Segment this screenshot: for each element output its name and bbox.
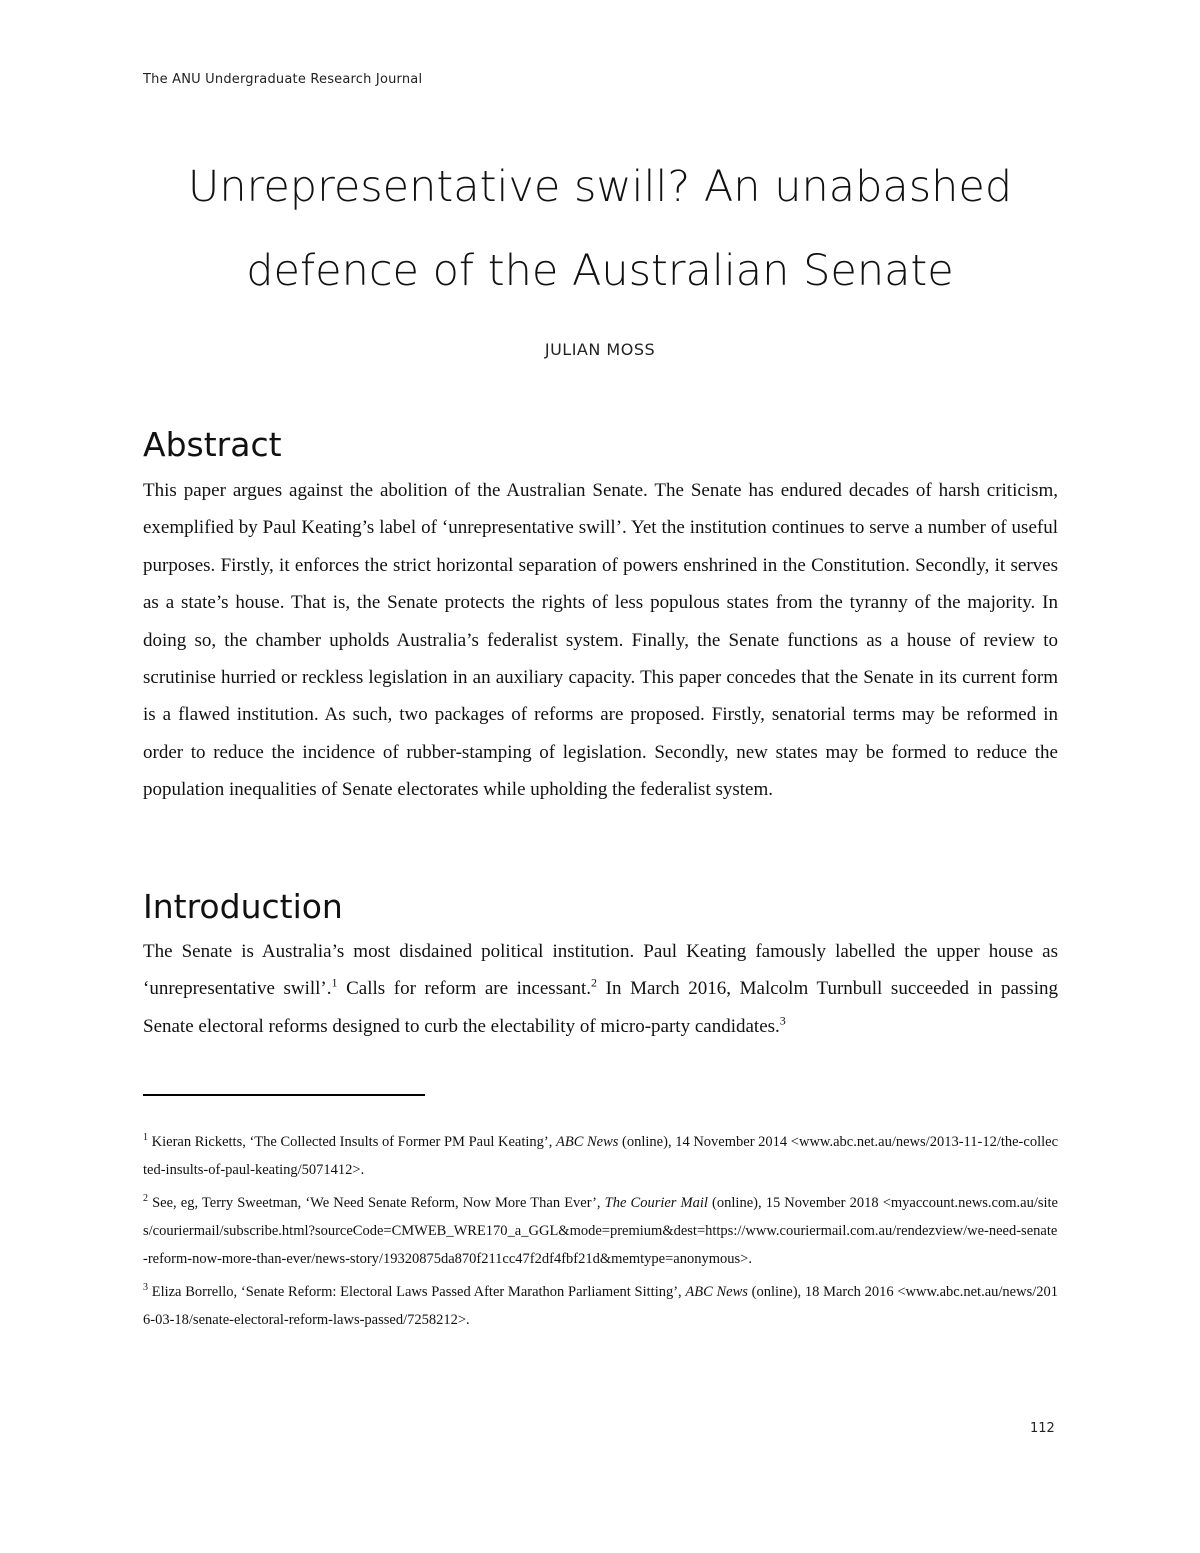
footnote-text: See, eg, Terry Sweetman, ‘We Need Senate Reform, Now More Than Ever’,	[148, 1195, 605, 1211]
intro-segment-2: Calls for reform are incessant.	[337, 978, 592, 1000]
running-header: The ANU Undergraduate Research Journal	[143, 72, 423, 87]
intro-segment-1: The Senate is Australia’s most disdained political institution. Paul Keating famously labelled the upper house as ‘unrepresentative swill’.	[143, 941, 1058, 1000]
author-name: JULIAN MOSS	[544, 340, 656, 359]
footnote-source: ABC News	[685, 1284, 748, 1300]
page-number: 112	[1030, 1421, 1055, 1436]
abstract-heading: Abstract	[143, 425, 282, 464]
footnote-text-link[interactable]: (online), 15 November 2018 <myaccount.news.com.au/sites/couriermail/subscribe.html?sourceCode=CMWEB_WRE170_a_GGL&mode=premium&dest=https://www.couriermail.com.au/rendezview/we-need-senate-reform-now-more-than-ever/news-story/19320875da870f211cc47f2df4fbf21d&memtype=anonymous>.	[143, 1195, 1058, 1267]
footnote-ref-3[interactable]: 3	[779, 1013, 786, 1028]
footnote-ref-1[interactable]: 1	[331, 976, 338, 991]
footnote-text: Kieran Ricketts, ‘The Collected Insults of Former PM Paul Keating’,	[148, 1134, 556, 1150]
footnotes	[143, 1128, 1058, 1339]
paper-title	[100, 145, 1100, 313]
abstract-text: This paper argues against the abolition of the Australian Senate. The Senate has endured decades of harsh criticism, exemplified by Paul Keating’s label of ‘unrepresentative swill’. Yet the institution continues to serve a number of useful purposes. Firstly, it enforces the strict horizontal separation of powers enshrined in the Constitution. Secondly, it serves as a state’s house. That is, the Senate protects the rights of less populous states from the tyranny of the majority. In doing so, the chamber upholds Australia’s federalist system. Finally, the Senate functions as a house of review to scrutinise hurried or reckless legislation in an auxiliary capacity. This paper concedes that the Senate in its current form is a flawed institution. As such, two packages of reforms are proposed. Firstly, senatorial terms may be reformed in order to reduce the incidence of rubber-stamping of legislation. Secondly, new states may be formed to reduce the population inequalities of Senate electorates while upholding the federalist system.	[143, 480, 1058, 801]
footnote-number: 2	[143, 1193, 148, 1205]
footnote-text-link[interactable]: (online), 18 March 2016 <www.abc.net.au/news/2016-03-18/senate-electoral-reform-laws-passed/7258212>.	[143, 1284, 1058, 1328]
title-line-2: defence of the Australian Senate	[246, 246, 954, 296]
footnote-text-link[interactable]: (online), 14 November 2014 <www.abc.net.au/news/2013-11-12/the-collected-insults-of-paul-keating/5071412>.	[143, 1134, 1058, 1178]
footnote-source: ABC News	[555, 1134, 619, 1150]
title-line-1: Unrepresentative swill? An unabashed	[187, 162, 1013, 212]
footnote-separator	[143, 1094, 425, 1096]
footnote-3	[143, 1278, 1058, 1334]
footnote-ref-2[interactable]: 2	[591, 976, 598, 991]
introduction-text	[143, 933, 1058, 1045]
intro-segment-3: In March 2016, Malcolm Turnbull succeeded in passing Senate electoral reforms designed to curb the electability of micro-party candidates.	[143, 978, 1058, 1037]
footnote-1	[143, 1128, 1058, 1184]
footnote-number: 1	[143, 1132, 148, 1144]
introduction-heading: Introduction	[143, 887, 343, 926]
footnote-source: The Courier Mail	[604, 1195, 708, 1211]
footnote-2	[143, 1189, 1058, 1273]
footnote-text: Eliza Borrello, ‘Senate Reform: Electoral Laws Passed After Marathon Parliament Sitting’,	[148, 1284, 686, 1300]
footnote-number: 3	[143, 1282, 148, 1294]
